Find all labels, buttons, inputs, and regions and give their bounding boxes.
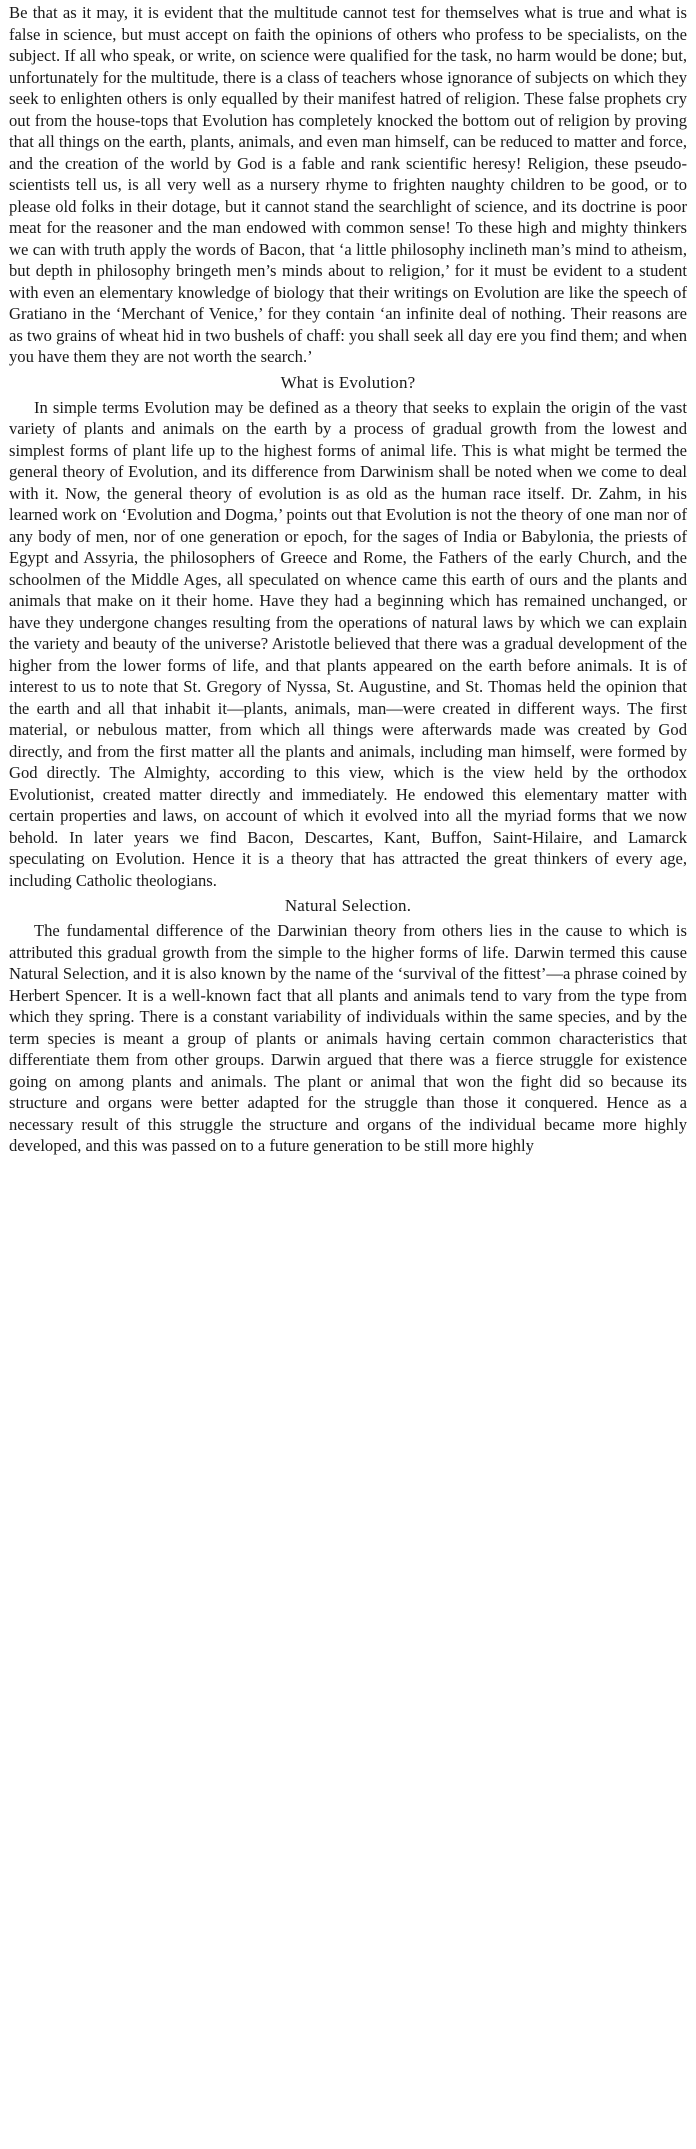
paragraph-natural-selection: The fundamental difference of the Darwinian theory from others lies in the cause to which is attributed this gradual growth from the simple to the higher forms of life. Darwin termed this cause Natural Selection, and it is also known by the name of the ‘survival of the fittest’—a phrase coined by Herbert Spencer. It is a well-known fact that all plants and animals tend to vary from the type from which they spring. There is a constant variability of individuals within the same species, and by the term species is meant a group of plants or animals having certain common characteristics that differentiate them from other groups. Darwin argued that there was a fierce struggle for existence going on among plants and animals. The plant or animal that won the fight did so because its structure and organs were better adapted for the struggle than those it conquered. Hence as a necessary result of this struggle the structure and organs of the individual became more highly developed, and this was passed on to a future generation to be still more highly bbox=[9, 921, 687, 1155]
paragraph-what-is-evolution: In simple terms Evolution may be defined as a theory that seeks to explain the origin of the vast variety of plants and animals on the earth by a process of gradual growth from the lowest and simplest forms of plant life up to the highest forms of animal life. This is what might be termed the general theory of Evolution, and its difference from Darwinism shall be noted when we come to deal with it. Now, the general theory of evolution is as old as the human race itself. Dr. Zahm, in his learned work on ‘Evolution and Dogma,’ points out that Evolution is not the theory of one man nor of any body of men, nor of one generation or epoch, for the sages of India or Babylonia, the priests of Egypt and Assyria, the philosophers of Greece and Rome, the Fathers of the early Church, and the schoolmen of the Middle Ages, all speculated on whence came this earth of ours and the plants and animals that make on it their home. Have they had a beginning which has remained unchanged, or have they undergone changes resulting from the operations of natural laws by which we can explain the variety and beauty of the universe? Aristotle believed that there was a gradual development of the higher from the lower forms of life, and that plants appeared on the earth before animals. It is of interest to us to note that St. Gregory of Nyssa, St. Augustine, and St. Thomas held the opinion that the earth and all that inhabit it—plants, animals, man—were created in different ways. The first material, or nebulous matter, from which all things were afterwards made was created by God directly, and from the first matter all the plants and animals, including man himself, were formed by God directly. The Almighty, according to this view, which is the view held by the orthodox Evolutionist, created matter directly and immediately. He endowed this elementary matter with certain properties and laws, on account of which it evolved into all the myriad forms that we now behold. In later years we find Bacon, Descartes, Kant, Buffon, Saint-Hilaire, and Lamarck speculating on Evolution. Hence it is a theory that has attracted the great thinkers of every age, including Catholic theologians. bbox=[9, 397, 687, 890]
heading-what-is-evolution: What is Evolution? bbox=[280, 372, 416, 392]
heading-natural-selection: Natural Selection. bbox=[284, 896, 412, 915]
paragraph-intro: Be that as it may, it is evident that the multitude cannot test for themselves what is true and what is false in science, but must accept on faith the opinions of others who profess to be specialists, on the subject. If all who speak, or write, on science were qualified for the task, no harm would be done; but, unfortunately for the multitude, there is a class of teachers whose ignorance of subjects on which they seek to enlighten others is only equalled by their manifest hatred of religion. These false prophets cry out from the house-tops that Evolution has completely knocked the bottom out of religion by proving that all things on the earth, plants, animals, and even man himself, can be reduced to matter and force, and the creation of the world by God is a fable and rank scientific heresy! Religion, these pseudo-scientists tell us, is all very well as a nursery rhyme to frighten naughty children to be good, or to please old folks in their dotage, but it cannot stand the searchlight of science, and its doctrine is poor meat for the reasoner and the man endowed with common sense! To these high and mighty thinkers we can with truth apply the words of Bacon, that ‘a little philosophy inclineth man’s mind to atheism, but depth in philosophy bringeth men’s minds about to religion,’ for it must be evident to a student with even an elementary knowledge of biology that their writings on Evolution are like the speech of Gratiano in the ‘Merchant of Venice,’ for they contain ‘an infinite deal of nothing. Their reasons are as two grains of wheat hid in two bushels of chaff: you shall seek all day ere you find them; and when you have them they are not worth the search.’ bbox=[9, 3, 687, 366]
